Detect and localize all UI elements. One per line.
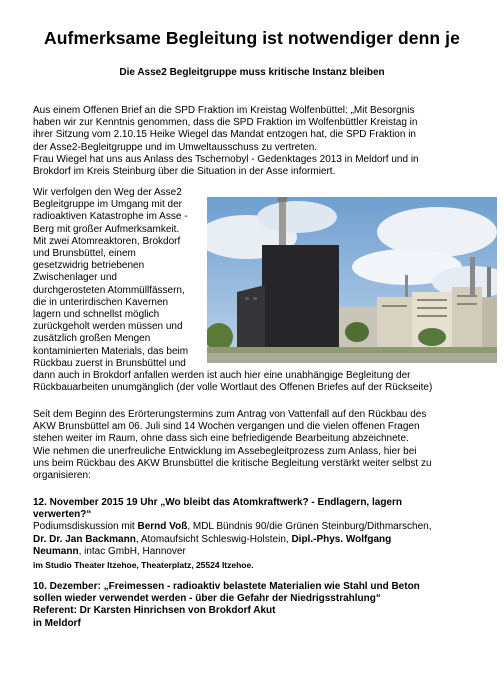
event-speaker: Referent: Dr Karsten Hinrichsen von Brokdorf Akut bbox=[33, 605, 276, 617]
paragraph-eroerterung bbox=[33, 409, 473, 482]
text-span: , Atomaufsicht Schleswig-Holstein, bbox=[135, 533, 292, 545]
text-line: gesetzwidrig betriebenen bbox=[33, 260, 145, 272]
speaker-name: Bernd Voß bbox=[137, 521, 188, 533]
speakers-line bbox=[33, 546, 473, 558]
page-subtitle: Die Asse2 Begleitgruppe muss kritische Instanz bleiben bbox=[119, 67, 385, 78]
event-heading: 10. Dezember: „Freimessen - radioaktiv belastete Materialien wie Stahl und Beton bbox=[33, 581, 420, 592]
text-line: durchgerosteten Atommüllfässern, bbox=[33, 284, 185, 296]
power-plant-photo bbox=[207, 197, 497, 363]
text-line: Brokdorf im Kreis Steinburg über die Situation in der Asse informiert. bbox=[33, 166, 336, 178]
text-line: haben wir zur Kenntnis genommen, dass die SPD Fraktion im Wolfenbüttler Kreistag in bbox=[33, 117, 418, 129]
text-line: Frau Wiegel hat uns aus Anlass des Tschernobyl - Gedenktages 2013 in Meldorf und in bbox=[33, 153, 419, 165]
event-12-november bbox=[33, 497, 473, 571]
text-line: Seit dem Beginn des Erörterungstermins zum Antrag von Vattenfall auf den Rückbau des bbox=[33, 409, 427, 420]
text-line: Begleitgruppe im Umgang mit der bbox=[33, 199, 182, 211]
power-plant-image bbox=[207, 197, 497, 363]
text-line: Aus einem Offenen Brief an die SPD Fraktion im Kreistag Wolfenbüttel: „Mit Besorgnis bbox=[33, 105, 415, 116]
text-line: lagern und schnellst möglich bbox=[33, 309, 160, 321]
text-line: organisieren: bbox=[33, 470, 91, 482]
text-line: Rückbauarbeiten unumgänglich (der volle Wortlaut des Offenen Briefes auf der Rückseite) bbox=[33, 382, 433, 394]
text-line: zurückgeholt werden müssen und bbox=[33, 321, 183, 333]
text-line: stehen weiter im Raum, ohne dass sich eine befriedigende Bearbeitung abzeichnete. bbox=[33, 433, 409, 445]
speakers-line bbox=[33, 534, 473, 546]
text-line: uns beim Rückbau des AKW Brunsbüttel die kritische Begleitung verstärkt weiter selbst zu bbox=[33, 457, 432, 469]
text-line: die in unterirdischen Kavernen bbox=[33, 296, 169, 308]
text-line: und Brunsbüttel, einem bbox=[33, 248, 136, 260]
wrapped-column bbox=[33, 187, 205, 370]
text-line: Berg mit großer Aufmerksamkeit. bbox=[33, 223, 180, 235]
event-10-dezember bbox=[33, 581, 473, 630]
text-line: Zwischenlager und bbox=[33, 272, 117, 284]
text-line: Wir verfolgen den Weg der Asse2 bbox=[33, 187, 182, 198]
text-line: Wie nehmen die unerfreuliche Entwicklung im Assebegleitprozess zum Anlass, hier bei bbox=[33, 445, 417, 457]
text-line: AKW Brunsbüttel am 06. Juli sind 14 Wochen vergangen und die vielen offenen Fragen bbox=[33, 421, 420, 433]
text-line: der Asse2-Begleitgruppe und im Umweltausschuss zu vertreten. bbox=[33, 141, 318, 153]
text-span: Podiumsdiskussion mit bbox=[33, 521, 138, 533]
paragraph-open-letter bbox=[33, 105, 473, 178]
event-venue: im Studio Theater Itzehoe, Theaterplatz, 25524 Itzehoe. bbox=[33, 560, 254, 571]
text-line: dann auch in Brokdorf anfallen werden ist auch hier eine unabhängige Begleitung der bbox=[33, 370, 411, 382]
page-title: Aufmerksame Begleitung ist notwendiger denn je bbox=[44, 28, 460, 48]
text-line: ihrer Sitzung vom 2.10.15 Heike Wiegel das Mandat entzogen hat, die SPD Fraktion in bbox=[33, 129, 416, 141]
event-heading: 12. November 2015 19 Uhr „Wo bleibt das Atomkraftwerk? - Endlagern, lagern bbox=[33, 497, 402, 508]
speaker-name: Dr. Dr. Jan Backmann bbox=[33, 533, 136, 545]
text-line: Mit zwei Atomreaktoren, Brokdorf bbox=[33, 235, 181, 247]
text-line: radioaktiven Katastrophe im Asse - bbox=[33, 211, 188, 223]
text-span: , MDL Bündnis 90/die Grünen Steinburg/Dithmarschen, bbox=[187, 521, 432, 533]
speaker-name: Neumann bbox=[33, 545, 79, 557]
text-line: zusätzlich großen Mengen bbox=[33, 333, 151, 345]
speakers-line bbox=[33, 521, 473, 533]
event-venue: in Meldorf bbox=[33, 617, 81, 629]
text-line: Rückbau zuerst in Brunsbüttel und bbox=[33, 357, 186, 369]
text-line: kontaminierten Materials, das beim bbox=[33, 345, 189, 357]
event-heading: sollen wieder verwendet werden - über die Gefahr der Niedrigsstrahlung“ bbox=[33, 593, 381, 605]
text-span: , intac GmbH, Hannover bbox=[78, 545, 186, 557]
speaker-name: Dipl.-Phys. Wolfgang bbox=[291, 533, 392, 545]
event-heading: verwerten?“ bbox=[33, 509, 92, 521]
